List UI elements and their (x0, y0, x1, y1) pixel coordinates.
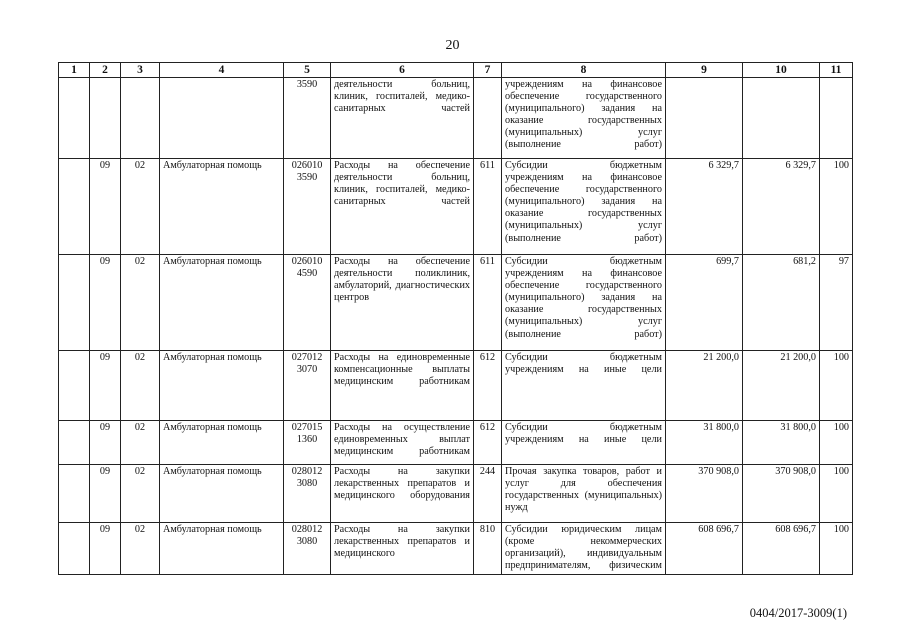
table-row (59, 523, 853, 575)
cell-kvr-desc: Прочая закупка товаров, работ и услуг для обеспечения государственных (муниципальных) нужд (502, 465, 666, 523)
cell-kvr: 611 (474, 255, 502, 351)
cell-csr: 028012 3080 (284, 523, 331, 575)
cell-kvr: 612 (474, 421, 502, 465)
table-row (59, 421, 853, 465)
header-col-4: 4 (160, 63, 284, 78)
cell-fact: 21 200,0 (743, 351, 820, 421)
cell-csr: 027012 3070 (284, 351, 331, 421)
cell-expense: Расходы на осуществление единовременных выплат медицинским работникам (331, 421, 474, 465)
cell-expense: Расходы на единовременные компенсационные выплаты медицинским работникам (331, 351, 474, 421)
cell-expense: Расходы на закупки лекарственных препаратов и медицинского (331, 523, 474, 575)
table-row (59, 159, 853, 255)
cell-csr: 027015 1360 (284, 421, 331, 465)
header-col-8: 8 (502, 63, 666, 78)
cell-fact: 681,2 (743, 255, 820, 351)
cell-percent: 100 (820, 159, 853, 255)
cell-subsection: 02 (121, 255, 160, 351)
cell-plan: 608 696,7 (666, 523, 743, 575)
header-col-2: 2 (90, 63, 121, 78)
cell-name: Амбулаторная помощь (160, 465, 284, 523)
cell-name: Амбулаторная помощь (160, 523, 284, 575)
table-row-continuation (59, 78, 853, 159)
cell-percent: 97 (820, 255, 853, 351)
cell-name: Амбулаторная помощь (160, 255, 284, 351)
cell-percent: 100 (820, 421, 853, 465)
cell-expense: Расходы на обеспечение деятельности поликлиник, амбулаторий, диагностических центров (331, 255, 474, 351)
cell-empty (59, 78, 90, 159)
cell-plan: 6 329,7 (666, 159, 743, 255)
cell-kvr-desc: Субсидии бюджетным учреждениям на финансовое обеспечение государственного (муниципального) задания на оказание государственных (муниципальных) услуг (выполнение работ) (502, 255, 666, 351)
page-number: 20 (445, 38, 460, 53)
cell-subsection: 02 (121, 351, 160, 421)
cell-percent: 100 (820, 465, 853, 523)
cell-empty (59, 351, 90, 421)
cell-empty (743, 78, 820, 159)
cell-plan: 21 200,0 (666, 351, 743, 421)
cell-kvr-desc: Субсидии бюджетным учреждениям на иные цели (502, 351, 666, 421)
cell-empty (90, 78, 121, 159)
cell-subsection: 02 (121, 159, 160, 255)
table-row (59, 255, 853, 351)
table-row (59, 465, 853, 523)
cell-subsection: 02 (121, 465, 160, 523)
cell-expense: Расходы на обеспечение деятельности больниц, клиник, госпиталей, медико-санитарных частей (331, 159, 474, 255)
cell-empty (160, 78, 284, 159)
cell-section: 09 (90, 159, 121, 255)
cell-csr: 026010 4590 (284, 255, 331, 351)
cell-kvr: 611 (474, 159, 502, 255)
cell-csr: 026010 3590 (284, 159, 331, 255)
cell-fact: 6 329,7 (743, 159, 820, 255)
cell-csr: 028012 3080 (284, 465, 331, 523)
header-col-5: 5 (284, 63, 331, 78)
cell-name: Амбулаторная помощь (160, 421, 284, 465)
cell-percent: 100 (820, 351, 853, 421)
header-row (59, 63, 853, 78)
cell-csr: 3590 (284, 78, 331, 159)
cell-kvr-desc: учреждениям на финансовое обеспечение государственного (муниципального) задания на оказание государственных (муниципальных) услуг (выполнение работ) (502, 78, 666, 159)
header-col-1: 1 (59, 63, 90, 78)
cell-kvr-desc: Субсидии юридическим лицам (кроме некоммерческих организаций), индивидуальным предпринимателям, физическим (502, 523, 666, 575)
cell-plan: 31 800,0 (666, 421, 743, 465)
header-col-10: 10 (743, 63, 820, 78)
cell-fact: 370 908,0 (743, 465, 820, 523)
header-col-7: 7 (474, 63, 502, 78)
cell-subsection: 02 (121, 523, 160, 575)
header-col-9: 9 (666, 63, 743, 78)
cell-section: 09 (90, 255, 121, 351)
document-code: 0404/2017-3009(1) (749, 606, 847, 620)
cell-kvr: 810 (474, 523, 502, 575)
cell-empty (59, 421, 90, 465)
header-col-3: 3 (121, 63, 160, 78)
cell-section: 09 (90, 523, 121, 575)
cell-empty (59, 159, 90, 255)
cell-empty (59, 465, 90, 523)
table-row (59, 351, 853, 421)
cell-empty (820, 78, 853, 159)
cell-section: 09 (90, 421, 121, 465)
cell-empty (121, 78, 160, 159)
header-col-6: 6 (331, 63, 474, 78)
cell-expense: Расходы на закупки лекарственных препаратов и медицинского оборудования (331, 465, 474, 523)
cell-name: Амбулаторная помощь (160, 351, 284, 421)
cell-empty (59, 523, 90, 575)
cell-kvr-desc: Субсидии бюджетным учреждениям на финансовое обеспечение государственного (муниципального) задания на оказание государственных (муниципальных) услуг (выполнение работ) (502, 159, 666, 255)
cell-expense: деятельности больниц, клиник, госпиталей, медико-санитарных частей (331, 78, 474, 159)
cell-empty (474, 78, 502, 159)
cell-percent: 100 (820, 523, 853, 575)
cell-fact: 608 696,7 (743, 523, 820, 575)
cell-section: 09 (90, 351, 121, 421)
budget-table (58, 62, 853, 575)
cell-plan: 370 908,0 (666, 465, 743, 523)
cell-empty (666, 78, 743, 159)
cell-subsection: 02 (121, 421, 160, 465)
cell-fact: 31 800,0 (743, 421, 820, 465)
cell-kvr: 612 (474, 351, 502, 421)
cell-kvr: 244 (474, 465, 502, 523)
cell-empty (59, 255, 90, 351)
cell-plan: 699,7 (666, 255, 743, 351)
header-col-11: 11 (820, 63, 853, 78)
cell-kvr-desc: Субсидии бюджетным учреждениям на иные цели (502, 421, 666, 465)
cell-name: Амбулаторная помощь (160, 159, 284, 255)
cell-section: 09 (90, 465, 121, 523)
